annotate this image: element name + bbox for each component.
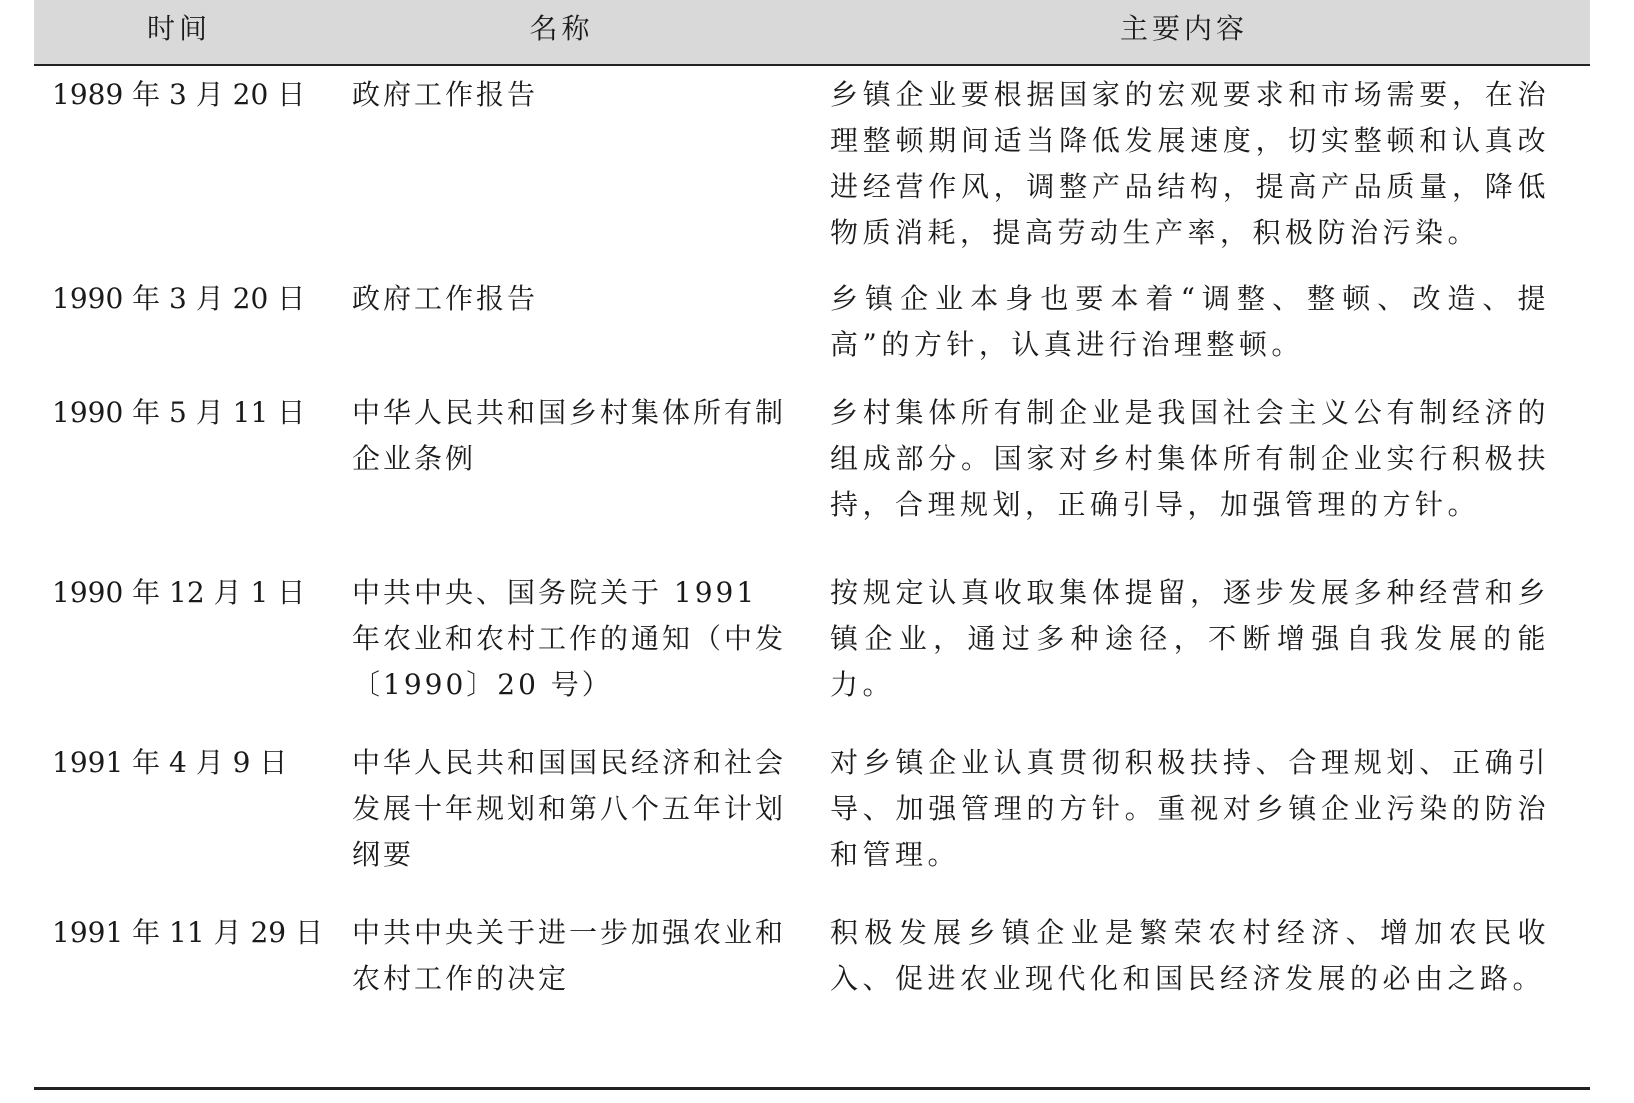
row-time: 1991 年 4 月 9 日 bbox=[52, 746, 288, 779]
row-time: 1990 年 5 月 11 日 bbox=[52, 396, 306, 429]
row-name: 中华人民共和国乡村集体所有制企业条例 bbox=[352, 396, 787, 475]
header-content: 主要内容 bbox=[1119, 12, 1248, 45]
table-header bbox=[34, 0, 1590, 66]
row-content: 乡村集体所有制企业是我国社会主义公有制经济的组成部分。国家对乡村集体所有制企业实行积极扶持，合理规划，正确引导，加强管理的方针。 bbox=[830, 396, 1550, 521]
row-content: 乡镇企业本身也要本着“调整、整顿、改造、提高”的方针，认真进行治理整顿。 bbox=[830, 282, 1550, 361]
row-content: 乡镇企业要根据国家的宏观要求和市场需要，在治理整顿期间适当降低发展速度，切实整顿和认真改进经营作风，调整产品结构，提高产品质量，降低物质消耗，提高劳动生产率，积极防治污染。 bbox=[830, 78, 1550, 249]
row-content: 积极发展乡镇企业是繁荣农村经济、增加农民收入、促进农业现代化和国民经济发展的必由之路。 bbox=[830, 916, 1550, 995]
header-time: 时间 bbox=[146, 12, 211, 45]
row-content: 按规定认真收取集体提留，逐步发展多种经营和乡镇企业，通过多种途径，不断增强自我发展的能力。 bbox=[830, 576, 1550, 701]
row-time: 1989 年 3 月 20 日 bbox=[52, 78, 306, 111]
row-content: 对乡镇企业认真贯彻积极扶持、合理规划、正确引导、加强管理的方针。重视对乡镇企业污染的防治和管理。 bbox=[830, 746, 1550, 871]
policy-table bbox=[34, 0, 1590, 995]
header-name: 名称 bbox=[529, 12, 594, 45]
row-time: 1991 年 11 月 29 日 bbox=[52, 916, 324, 949]
table-bottom-rule bbox=[34, 1087, 1590, 1090]
row-name: 中共中央关于进一步加强农业和农村工作的决定 bbox=[352, 916, 787, 995]
row-name: 政府工作报告 bbox=[352, 282, 539, 315]
row-name: 中华人民共和国国民经济和社会发展十年规划和第八个五年计划纲要 bbox=[352, 746, 787, 871]
row-time: 1990 年 3 月 20 日 bbox=[52, 282, 306, 315]
row-time: 1990 年 12 月 1 日 bbox=[52, 576, 306, 609]
row-name: 政府工作报告 bbox=[352, 78, 539, 111]
row-name: 中共中央、国务院关于 1991 年农业和农村工作的通知（中发〔1990〕20 号） bbox=[352, 576, 787, 701]
